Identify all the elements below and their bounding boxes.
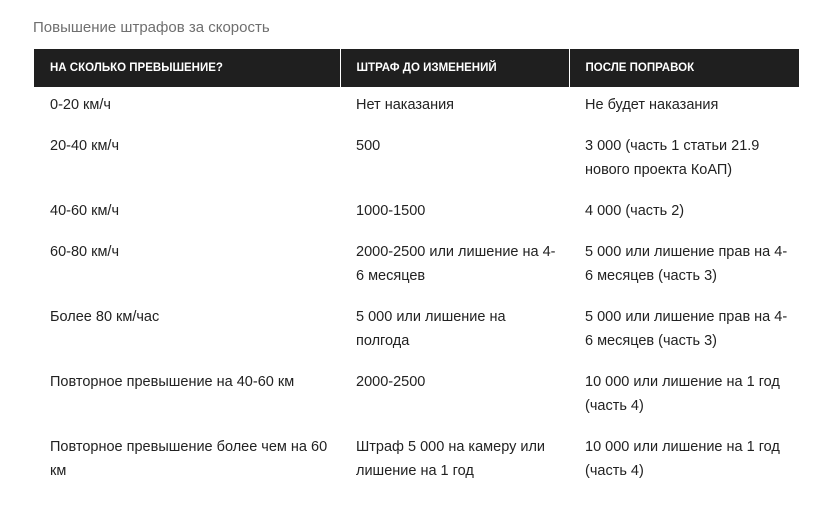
table-cell-excess: 60-80 км/ч bbox=[50, 244, 120, 260]
table-cell-fine-after: 5 000 или лишение прав на 4-6 месяцев (часть 3) bbox=[585, 244, 788, 284]
table-cell-fine-after: 4 000 (часть 2) bbox=[585, 203, 685, 219]
table-cell-excess: Более 80 км/час bbox=[50, 309, 160, 325]
table-cell-fine-before: 5 000 или лишение на полгода bbox=[356, 309, 506, 349]
table-cell-fine-before: 500 bbox=[356, 138, 381, 154]
fines-table bbox=[34, 49, 799, 494]
table-row bbox=[34, 299, 799, 364]
table-cell-fine-after: 5 000 или лишение прав на 4-6 месяцев (часть 3) bbox=[585, 309, 788, 349]
table-cell-fine-before: 2000-2500 или лишение на 4-6 месяцев bbox=[356, 244, 556, 284]
table-cell-excess: Повторное превышение более чем на 60 км bbox=[50, 439, 328, 479]
table-cell-fine-after: 10 000 или лишение на 1 год (часть 4) bbox=[585, 374, 780, 414]
table-cell-excess: 0-20 км/ч bbox=[50, 97, 111, 113]
table-cell-excess: 40-60 км/ч bbox=[50, 203, 120, 219]
table-header bbox=[34, 49, 799, 87]
table-body bbox=[34, 87, 799, 494]
table-cell-fine-before: 1000-1500 bbox=[356, 203, 426, 219]
table-cell-fine-before: Штраф 5 000 на камеру или лишение на 1 год bbox=[356, 439, 546, 479]
table-row bbox=[34, 234, 799, 299]
column-header-fine-before: ШТРАФ ДО ИЗМЕНЕНИЙ bbox=[340, 49, 569, 87]
column-header-excess: НА СКОЛЬКО ПРЕВЫШЕНИЕ? bbox=[50, 62, 223, 74]
table-cell-fine-before: Нет наказания bbox=[356, 97, 455, 113]
table-cell-fine-after: Не будет наказания bbox=[585, 97, 719, 113]
table-row bbox=[34, 87, 799, 128]
table-caption: Повышение штрафов за скорость bbox=[33, 19, 270, 36]
column-header-fine-after: ПОСЛЕ ПОПРАВОК bbox=[569, 49, 799, 87]
table-row bbox=[34, 364, 799, 429]
table-cell-fine-after: 10 000 или лишение на 1 год (часть 4) bbox=[585, 439, 780, 479]
table-cell-fine-after: 3 000 (часть 1 статьи 21.9 нового проекта КоАП) bbox=[585, 138, 760, 178]
table-row bbox=[34, 193, 799, 234]
table-row bbox=[34, 128, 799, 193]
table-row bbox=[34, 429, 799, 494]
table-header-row bbox=[34, 49, 799, 87]
table-cell-excess: Повторное превышение на 40-60 км bbox=[50, 374, 295, 390]
table-cell-fine-before: 2000-2500 bbox=[356, 374, 426, 390]
table-cell-excess: 20-40 км/ч bbox=[50, 138, 120, 154]
